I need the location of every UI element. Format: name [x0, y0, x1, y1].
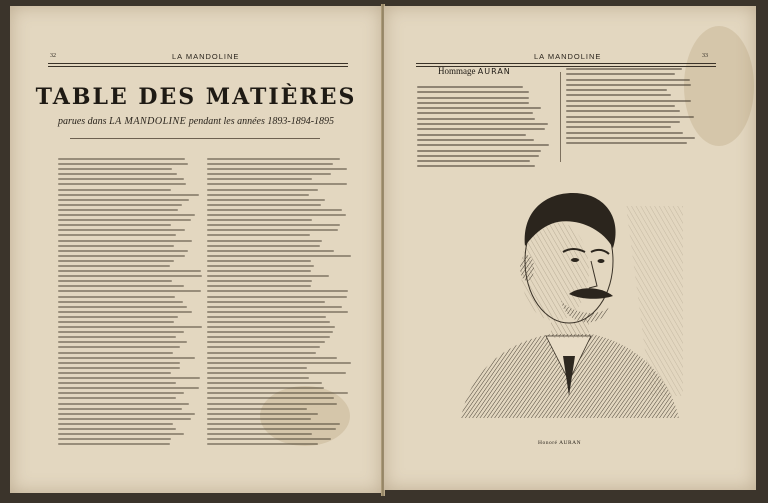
illegible-text-line — [207, 397, 334, 399]
illegible-text-line — [417, 128, 545, 130]
illegible-text-line — [417, 118, 535, 120]
illegible-text-line — [566, 100, 691, 102]
illegible-text-line — [566, 121, 680, 123]
illegible-text-line — [58, 183, 186, 185]
illegible-text-line — [207, 178, 312, 180]
illegible-text-line — [58, 209, 178, 211]
illegible-text-line — [58, 240, 192, 242]
illegible-text-line — [207, 331, 333, 333]
illegible-text-line — [417, 86, 523, 88]
illegible-text-line — [58, 214, 195, 216]
column-divider — [560, 72, 561, 162]
illegible-text-line — [417, 160, 530, 162]
illegible-text-line — [417, 134, 526, 136]
illegible-text-line — [207, 270, 311, 272]
illegible-text-line — [207, 168, 347, 170]
illegible-text-line — [207, 194, 309, 196]
illegible-text-line — [207, 224, 340, 226]
right-running-head: LA MANDOLINE — [534, 52, 602, 61]
article-title — [438, 66, 511, 76]
illegible-text-line — [58, 352, 173, 354]
illegible-text-line — [58, 413, 195, 415]
illegible-text-line — [207, 326, 335, 328]
illegible-text-line — [207, 183, 347, 185]
illegible-text-line — [58, 255, 185, 257]
illegible-text-line — [417, 107, 541, 109]
page-subtitle — [10, 116, 382, 127]
illegible-text-line — [566, 126, 671, 128]
illegible-text-line — [58, 418, 191, 420]
illegible-text-line — [58, 280, 172, 282]
illegible-text-line — [207, 260, 311, 262]
illegible-text-line — [58, 443, 170, 445]
illegible-text-line — [58, 326, 202, 328]
illegible-text-line — [417, 91, 529, 93]
illegible-text-line — [207, 234, 310, 236]
illegible-text-line — [207, 163, 333, 165]
illegible-text-line — [58, 219, 191, 221]
illegible-text-line — [207, 229, 338, 231]
illegible-text-line — [58, 178, 184, 180]
illegible-text-line — [207, 173, 331, 175]
illegible-text-line — [58, 428, 176, 430]
illegible-text-line — [58, 341, 187, 343]
illegible-text-line — [58, 168, 172, 170]
illegible-text-line — [58, 377, 200, 379]
illegible-text-line — [58, 204, 182, 206]
article-title-prefix: Hommage — [438, 66, 476, 76]
left-running-head: LA MANDOLINE — [172, 52, 240, 61]
illegible-text-line — [417, 139, 534, 141]
header-rule — [48, 63, 348, 64]
illegible-text-line — [207, 352, 316, 354]
illegible-text-line — [207, 346, 320, 348]
illegible-text-line — [58, 173, 177, 175]
illegible-text-line — [566, 94, 671, 96]
header-rule — [416, 63, 716, 64]
illegible-text-line — [207, 219, 312, 221]
header-rule-thin — [48, 66, 348, 67]
illegible-text-line — [58, 321, 174, 323]
illegible-text-line — [207, 357, 337, 359]
illegible-text-line — [207, 158, 340, 160]
illegible-text-line — [207, 311, 348, 313]
illegible-text-line — [207, 240, 322, 242]
article-title-name: AURAN — [477, 67, 511, 76]
illegible-text-line — [566, 73, 675, 75]
illegible-text-line — [58, 357, 195, 359]
illegible-text-line — [207, 245, 320, 247]
illegible-text-line — [58, 336, 176, 338]
illegible-text-line — [207, 265, 314, 267]
illegible-text-line — [566, 137, 695, 139]
illegible-text-line — [58, 331, 184, 333]
illegible-text-line — [207, 316, 326, 318]
illegible-text-line — [207, 362, 351, 364]
illegible-text-line — [58, 403, 189, 405]
illegible-text-line — [58, 301, 183, 303]
page-title: TABLE DES MATIÈRES — [35, 84, 357, 110]
illegible-text-line — [566, 142, 687, 144]
illegible-text-line — [58, 423, 173, 425]
portrait-engraving — [451, 166, 683, 418]
illegible-text-line — [566, 132, 683, 134]
illegible-text-line — [207, 408, 307, 410]
article-text-left — [417, 86, 549, 171]
eye-left — [571, 258, 579, 262]
portrait-caption: Honoré AURAN — [538, 440, 582, 446]
illegible-text-line — [566, 79, 690, 81]
illegible-text-line — [566, 84, 691, 86]
illegible-text-line — [207, 433, 312, 435]
illegible-text-line — [58, 438, 171, 440]
illegible-text-line — [566, 116, 694, 118]
illegible-text-line — [207, 438, 331, 440]
illegible-text-line — [207, 296, 347, 298]
index-column-right — [207, 158, 377, 448]
illegible-text-line — [207, 301, 325, 303]
illegible-text-line — [58, 397, 176, 399]
illegible-text-line — [417, 144, 549, 146]
illegible-text-line — [207, 306, 342, 308]
illegible-text-line — [58, 316, 178, 318]
illegible-text-line — [58, 194, 199, 196]
illegible-text-line — [58, 382, 176, 384]
illegible-text-line — [58, 362, 180, 364]
illegible-text-line — [207, 189, 318, 191]
illegible-text-line — [207, 341, 325, 343]
illegible-text-line — [566, 89, 667, 91]
eye-right — [598, 259, 605, 263]
illegible-text-line — [58, 229, 185, 231]
illegible-text-line — [58, 367, 180, 369]
illegible-text-line — [207, 403, 337, 405]
illegible-text-line — [417, 112, 533, 114]
illegible-text-line — [58, 163, 188, 165]
illegible-text-line — [207, 321, 330, 323]
illegible-text-line — [566, 110, 680, 112]
illegible-text-line — [207, 372, 346, 374]
illegible-text-line — [207, 377, 309, 379]
illegible-text-line — [58, 433, 184, 435]
illegible-text-line — [58, 270, 201, 272]
illegible-text-line — [207, 204, 321, 206]
subtitle-prefix: parues dans — [57, 116, 107, 127]
illegible-text-line — [207, 423, 340, 425]
illegible-text-line — [207, 255, 351, 257]
illegible-text-line — [58, 234, 176, 236]
illegible-text-line — [58, 311, 192, 313]
illegible-text-line — [58, 158, 185, 160]
illegible-text-line — [58, 296, 175, 298]
illegible-text-line — [207, 443, 318, 445]
subtitle-suffix: pendant les années 1893-1894-1895 — [188, 116, 335, 127]
illegible-text-line — [417, 155, 539, 157]
illegible-text-line — [207, 209, 342, 211]
illegible-text-line — [417, 97, 529, 99]
illegible-text-line — [207, 387, 324, 389]
illegible-text-line — [417, 150, 541, 152]
title-rule — [70, 138, 320, 139]
illegible-text-line — [58, 392, 184, 394]
illegible-text-line — [58, 290, 201, 292]
illegible-text-line — [207, 336, 330, 338]
illegible-text-line — [566, 105, 675, 107]
illegible-text-line — [58, 199, 189, 201]
illegible-text-line — [207, 428, 336, 430]
illegible-text-line — [207, 418, 311, 420]
right-page-number: 33 — [702, 53, 708, 59]
illegible-text-line — [58, 265, 170, 267]
illegible-text-line — [58, 408, 182, 410]
index-column-left — [58, 158, 228, 448]
subtitle-journal: LA MANDOLINE — [109, 116, 187, 127]
illegible-text-line — [207, 214, 346, 216]
illegible-text-line — [417, 123, 548, 125]
illegible-text-line — [58, 275, 202, 277]
illegible-text-line — [58, 387, 199, 389]
illegible-text-line — [58, 372, 171, 374]
illegible-text-line — [207, 382, 322, 384]
illegible-text-line — [58, 346, 180, 348]
article-text-right — [566, 68, 698, 147]
illegible-text-line — [417, 102, 529, 104]
illegible-text-line — [207, 285, 311, 287]
illegible-text-line — [58, 189, 171, 191]
illegible-text-line — [207, 199, 325, 201]
illegible-text-line — [207, 275, 329, 277]
illegible-text-line — [207, 290, 348, 292]
ear — [520, 255, 534, 281]
illegible-text-line — [58, 245, 174, 247]
illegible-text-line — [58, 306, 187, 308]
illegible-text-line — [58, 224, 171, 226]
left-page-number: 32 — [50, 53, 56, 59]
illegible-text-line — [207, 413, 318, 415]
illegible-text-line — [58, 260, 174, 262]
illegible-text-line — [207, 280, 312, 282]
illegible-text-line — [58, 285, 184, 287]
left-page — [10, 6, 382, 493]
illegible-text-line — [207, 392, 348, 394]
illegible-text-line — [58, 250, 188, 252]
illegible-text-line — [207, 250, 334, 252]
illegible-text-line — [566, 68, 682, 70]
illegible-text-line — [207, 367, 307, 369]
